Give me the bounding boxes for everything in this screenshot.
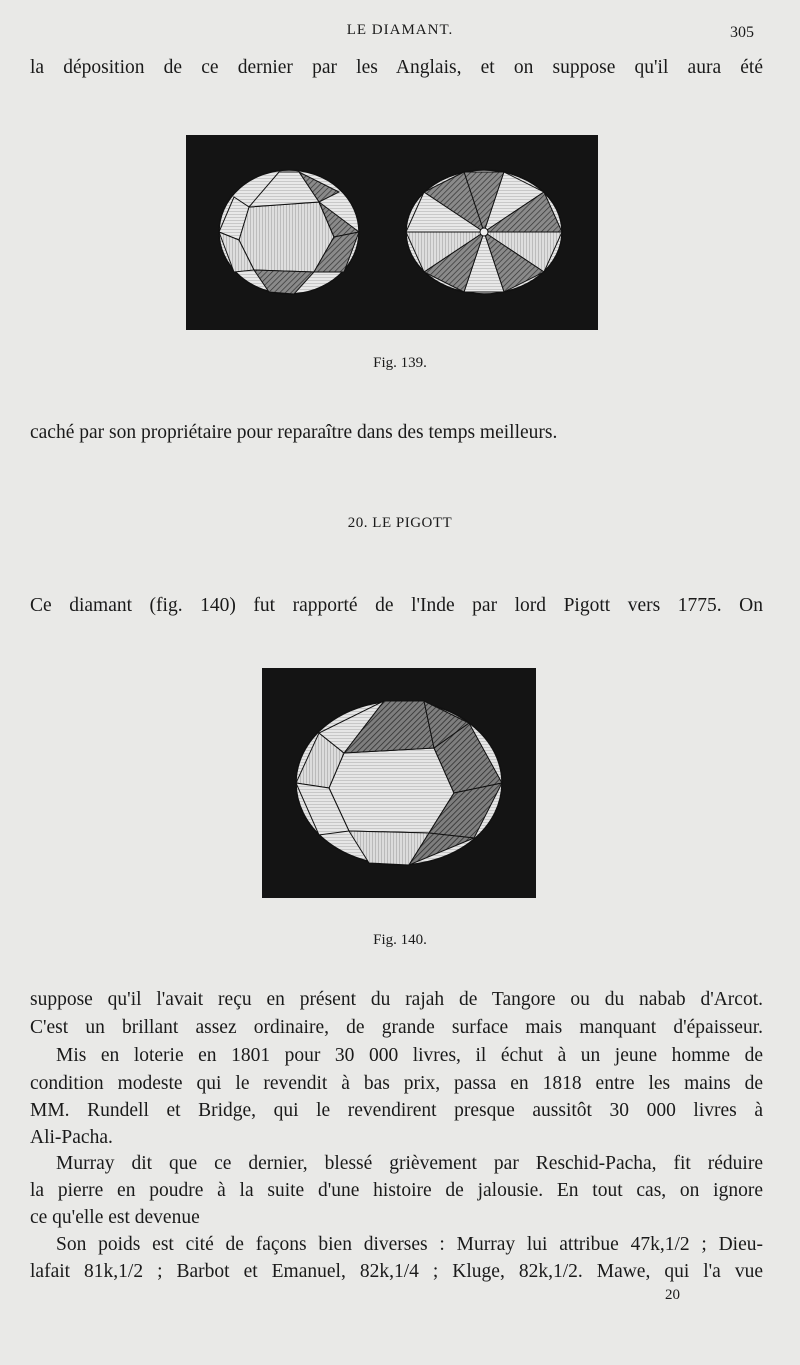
left-diamond	[219, 170, 359, 294]
figure-140-image	[262, 668, 536, 898]
text-line: la déposition de ce dernier par les Anglais, et on suppose qu'il aura été	[30, 57, 763, 78]
signature-mark: 20	[665, 1287, 680, 1303]
text-line: la pierre en poudre à la suite d'une histoire de jalousie. En tout cas, on ignore	[30, 1180, 763, 1201]
text-line: Ali-Pacha.	[30, 1127, 113, 1148]
text-line: suppose qu'il l'avait reçu en présent du rajah de Tangore ou du nabab d'Arcot.	[30, 989, 763, 1010]
text-line: Mis en loterie en 1801 pour 30 000 livres, il échut à un jeune homme de	[56, 1045, 763, 1066]
text-line: ce qu'elle est devenue	[30, 1207, 200, 1228]
text-line: C'est un brillant assez ordinaire, de grande surface mais manquant d'épaisseur.	[30, 1017, 763, 1038]
figure-139-image	[186, 135, 598, 330]
figure-140-caption: Fig. 140.	[373, 932, 427, 948]
running-title: LE DIAMANT.	[346, 22, 454, 38]
text-line: caché par son propriétaire pour reparaître dans des temps meilleurs.	[30, 422, 558, 443]
diamond-pair-icon	[186, 135, 598, 330]
text-line: Son poids est cité de façons bien diverses : Murray lui attribue 47k,1/2 ; Dieu-	[56, 1234, 763, 1255]
text-line: Murray dit que ce dernier, blessé grièvement par Reschid-Pacha, fit réduire	[56, 1153, 763, 1174]
page-number: 305	[730, 24, 754, 41]
section-heading: 20. LE PIGOTT	[347, 515, 453, 531]
figure-139-caption: Fig. 139.	[373, 355, 427, 371]
text-line: lafait 81k,1/2 ; Barbot et Emanuel, 82k,1/4 ; Kluge, 82k,1/2. Mawe, qui l'a vue	[30, 1261, 763, 1282]
text-line: condition modeste qui le revendit à bas prix, passa en 1818 entre les mains de	[30, 1073, 763, 1094]
text-line: MM. Rundell et Bridge, qui le revendirent presque aussitôt 30 000 livres à	[30, 1100, 763, 1121]
right-diamond	[406, 170, 562, 294]
diamond-icon	[262, 668, 536, 898]
text-line: Ce diamant (fig. 140) fut rapporté de l'Inde par lord Pigott vers 1775. On	[30, 595, 763, 616]
